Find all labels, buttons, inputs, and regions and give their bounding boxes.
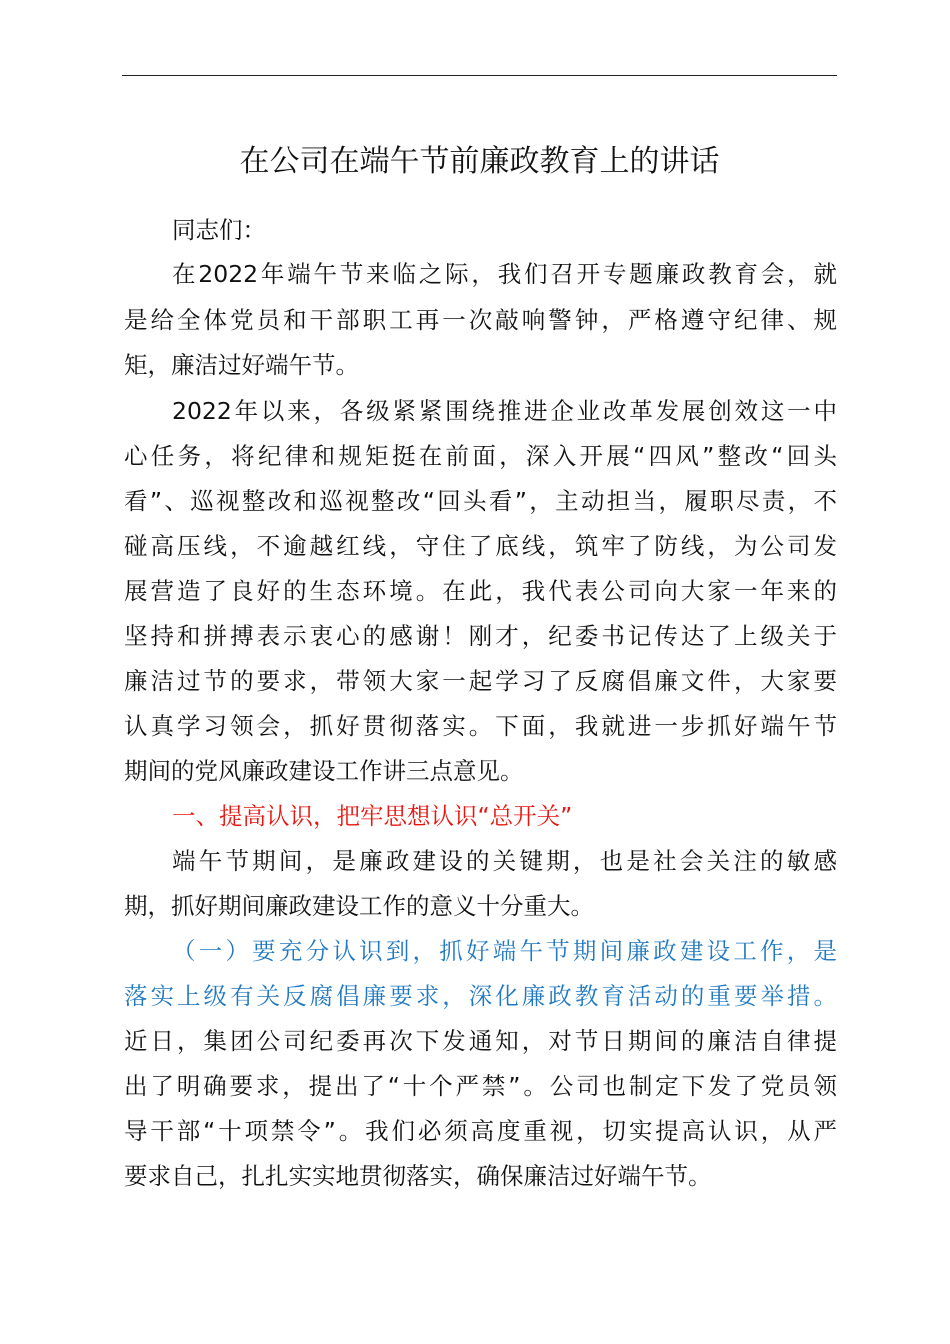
header-rule (122, 75, 837, 76)
paragraph-line: 坚持和拼搏表示衷心的感谢！刚才，纪委书记传达了上级关于 (124, 622, 837, 650)
paragraph-line: 出了明确要求，提出了“十个严禁”。公司也制定下发了党员领 (124, 1072, 837, 1100)
paragraph-line: 期，抓好期间廉政建设工作的意义十分重大。 (124, 892, 594, 920)
paragraph-line: 是给全体党员和干部职工再一次敲响警钟，严格遵守纪律、规 (124, 306, 837, 334)
paragraph-line: 碰高压线，不逾越红线，守住了底线，筑牢了防线，为公司发 (124, 532, 837, 560)
paragraph-line: 导干部“十项禁令”。我们必须高度重视，切实提高认识，从严 (124, 1117, 837, 1145)
paragraph-line: 近日，集团公司纪委再次下发通知，对节日期间的廉洁自律提 (124, 1027, 837, 1055)
paragraph-line: 2022年以来，各级紧紧围绕推进企业改革发展创效这一中 (172, 397, 837, 425)
subsection-heading: 落实上级有关反腐倡廉要求，深化廉政教育活动的重要举措。 (124, 982, 837, 1010)
subsection-heading: （一）要充分认识到，抓好端午节期间廉政建设工作，是 (172, 937, 837, 965)
paragraph-line: 心任务，将纪律和规矩挺在前面，深入开展“四风”整改“回头 (124, 442, 837, 470)
paragraph-line: 矩，廉洁过好端午节。 (124, 351, 359, 379)
paragraph-line: 展营造了良好的生态环境。在此，我代表公司向大家一年来的 (124, 577, 837, 605)
paragraph-line: 看”、巡视整改和巡视整改“回头看”，主动担当，履职尽责，不 (124, 487, 837, 515)
paragraph-line: 要求自己，扎扎实实地贯彻落实，确保廉洁过好端午节。 (124, 1162, 712, 1190)
section-heading: 一、提高认识，把牢思想认识“总开关” (172, 802, 573, 830)
paragraph-line: 认真学习领会，抓好贯彻落实。下面，我就进一步抓好端午节 (124, 712, 837, 740)
salutation: 同志们： (172, 216, 266, 244)
paragraph-line: 在2022年端午节来临之际，我们召开专题廉政教育会，就 (172, 260, 837, 288)
paragraph-line: 端午节期间，是廉政建设的关键期，也是社会关注的敏感 (172, 847, 837, 875)
paragraph-line: 廉洁过节的要求，带领大家一起学习了反腐倡廉文件，大家要 (124, 667, 837, 695)
page-title: 在公司在端午节前廉政教育上的讲话 (239, 144, 720, 179)
paragraph-line: 期间的党风廉政建设工作讲三点意见。 (124, 757, 524, 785)
